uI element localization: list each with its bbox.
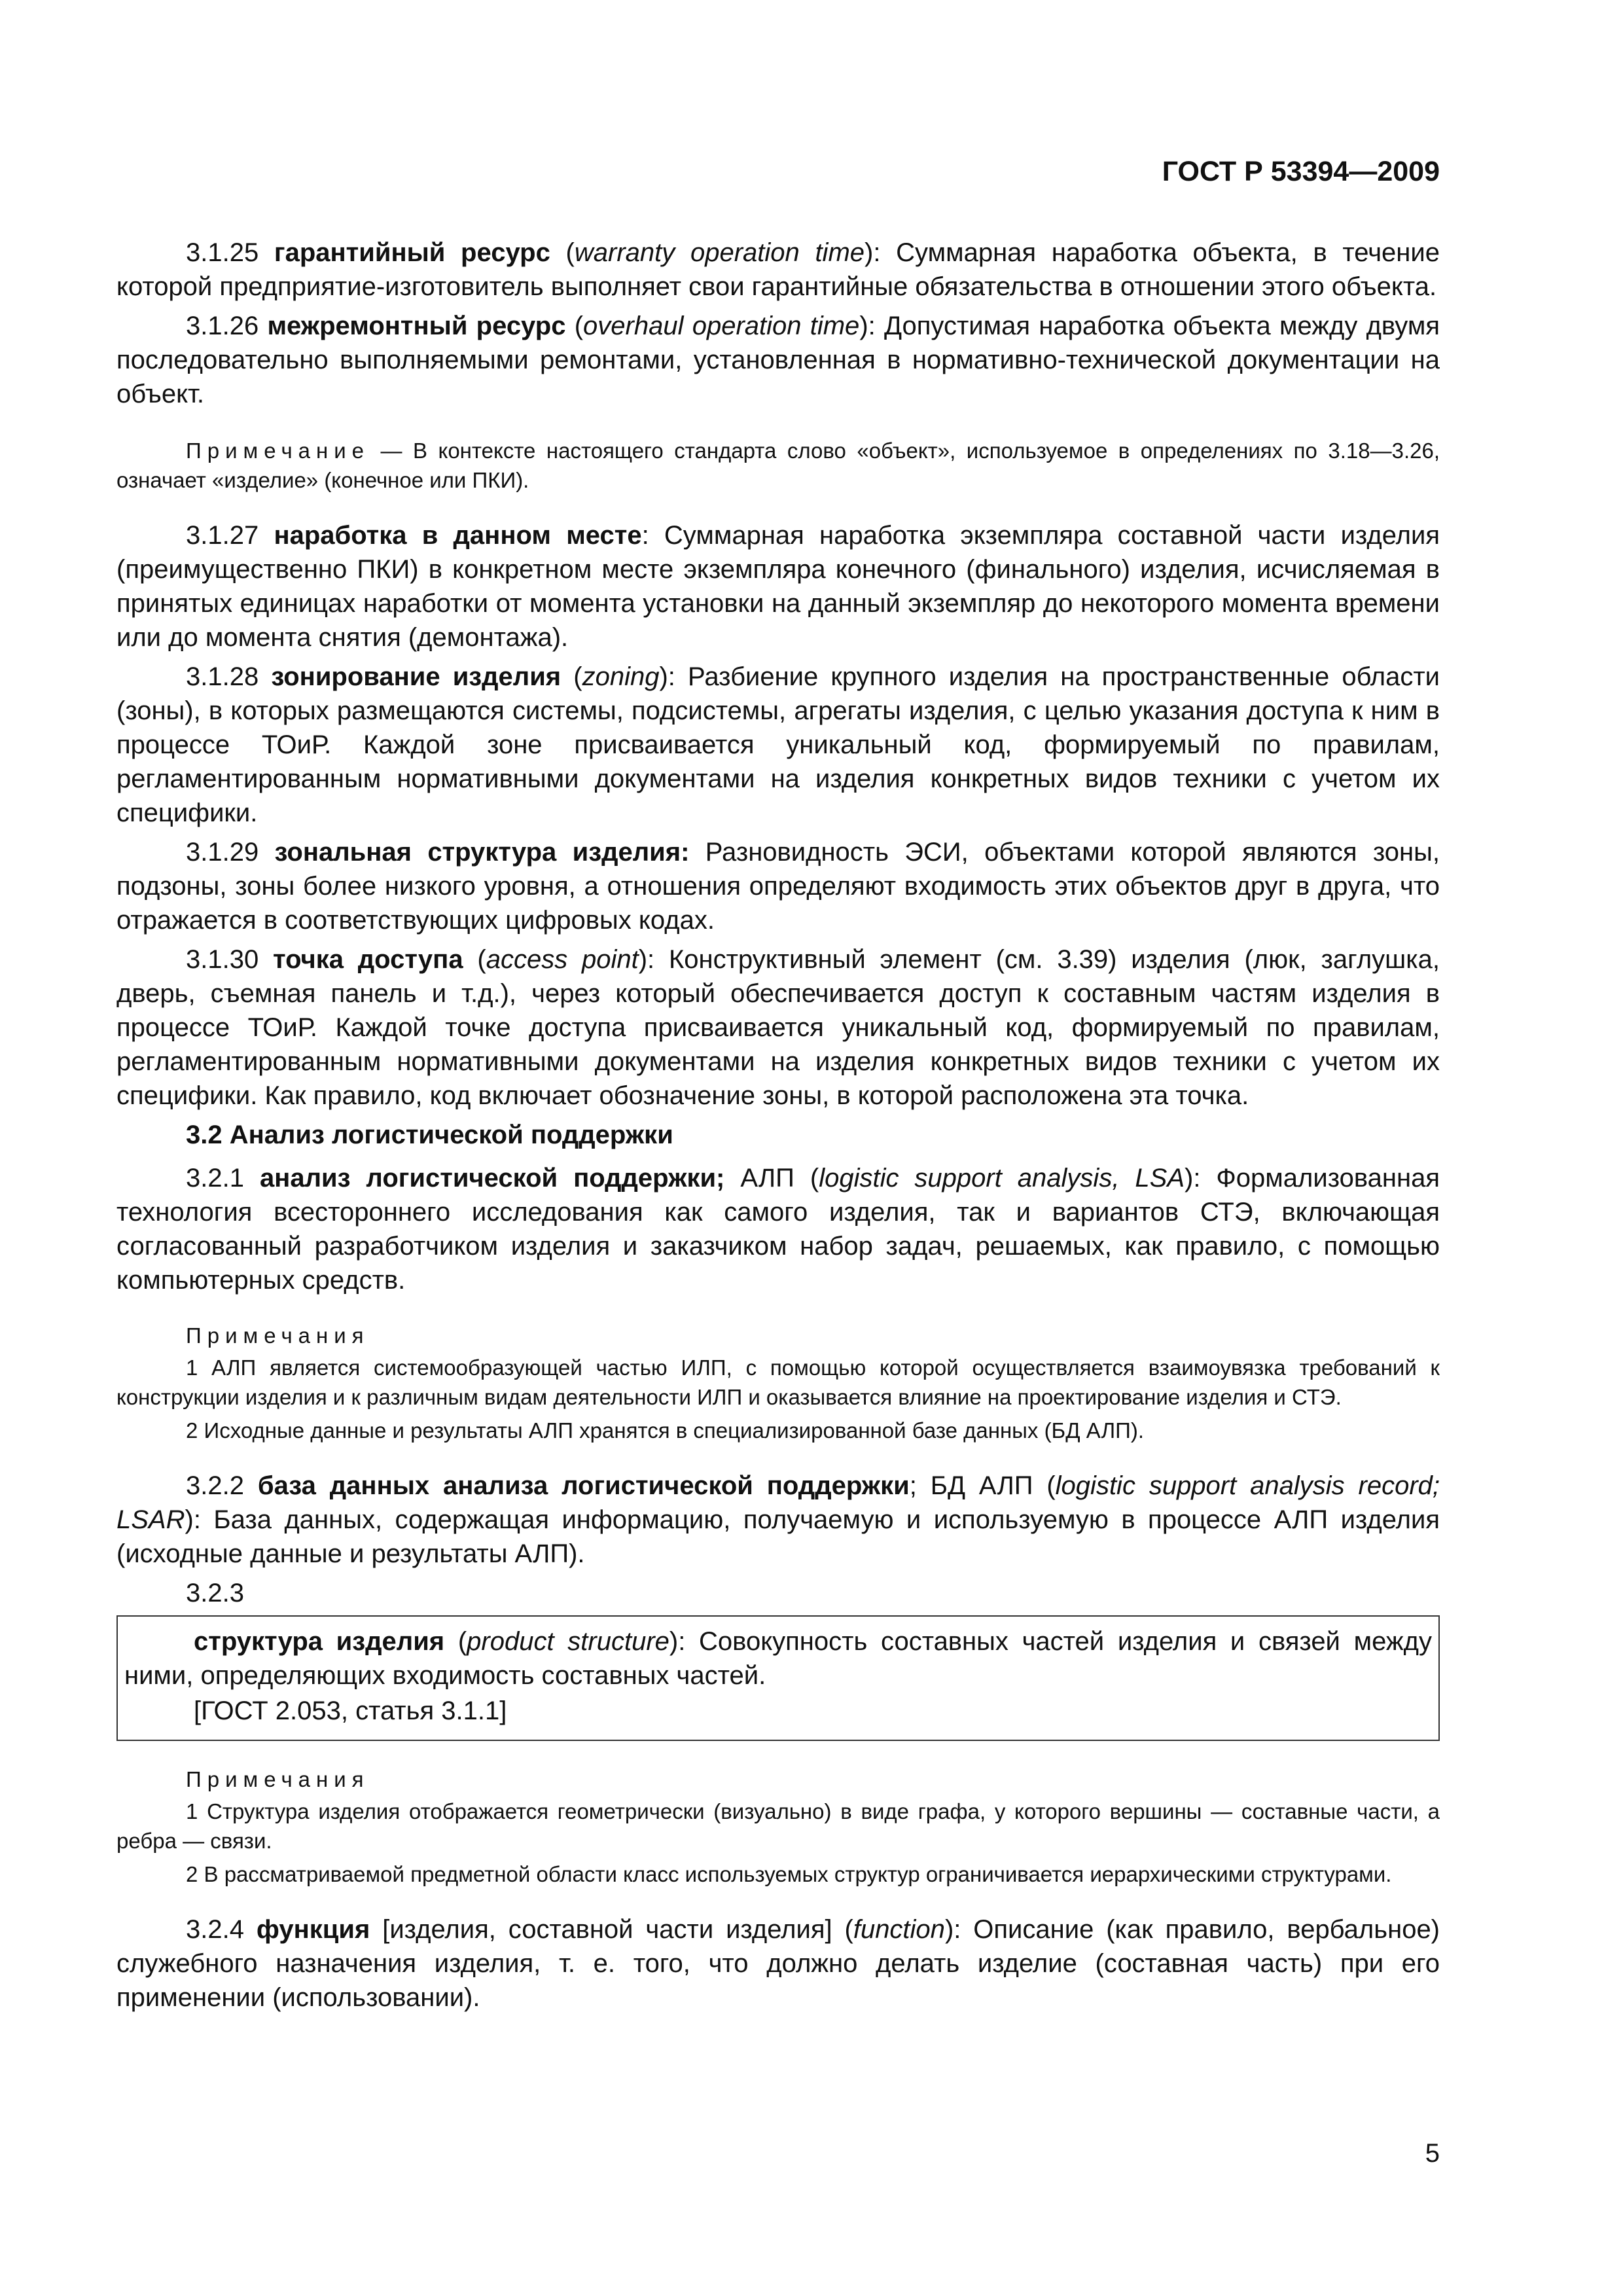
definition-3-1-29 <box>116 835 1440 937</box>
clause-number: 3.2.3 <box>186 1579 244 1607</box>
term: точка доступа <box>273 945 463 974</box>
definition-text: : Суммарная наработка экземпляра составной части изделия (преимущественно ПКИ) в конкретном месте экземпляра конечного (финального) изделия, исчисляемая в принятых единицах наработки от момента установки на данный экземпляр до некоторого момента времени или до момента снятия (демонтажа). <box>116 521 1440 652</box>
definition-3-1-30: 3.1.30 точка доступа (access point): Конструктивный элемент (см. 3.39) изделия (люк, заглушка, дверь, съемная панель и т.д.), через который обеспечивается доступ к составным частям изделия в процессе ТОиР. Каждой точке доступа присваивается уникальный код, формируемый по правилам, регламентированным нормативными документами на изделия конкретных видов техники с учетом их специфики. Как правило, код включает обозначение зоны, в которой расположена эта точка. <box>116 945 1440 1110</box>
definition-text: Допустимая наработка объекта между двумя последовательно выполняемыми ремонтами, установленная в нормативно-технической документации на объект. <box>116 312 1440 408</box>
term-english: logistic support analysis, LSA <box>819 1164 1185 1193</box>
note-item: 2 Исходные данные и результаты АЛП хранятся в специализированной базе данных (БД АЛП). <box>186 1418 1145 1443</box>
clause-number: 3.1.30 <box>186 945 259 974</box>
clause-number: 3.2.4 <box>186 1915 244 1944</box>
definition-3-1-28: 3.1.28 зонирование изделия (zoning): Разбиение крупного изделия на пространственные области (зоны), в которых размещаются системы, подсистемы, агрегаты изделия, с целью указания доступа к ним в процессе ТОиР. Каждой зоне присваивается уникальный код, формируемый по правилам, регламентированным нормативными документами на изделия конкретных видов техники с учетом их специфики. <box>116 662 1440 827</box>
clause-number: 3.1.27 <box>186 521 259 550</box>
term: функция <box>256 1915 370 1944</box>
clause-number: 3.2.1 <box>186 1164 244 1193</box>
clause-number: 3.2.2 <box>186 1471 244 1500</box>
quoted-definition-box <box>116 1615 1440 1741</box>
definition-text: Совокупность составных частей изделия и связей между ними, определяющих входимость составных частей. <box>124 1627 1432 1690</box>
note-item: 2 В рассматриваемой предметной области класс используемых структур ограничивается иерархическими структурами. <box>186 1862 1392 1886</box>
definition-text: Разновидность ЭСИ, объектами которой являются зоны, подзоны, зоны более низкого уровня, а отношения определяют входимость этих объектов друг в друга, что отражается в соответствующих цифровых кодах. <box>116 838 1440 935</box>
definition-3-2-3: структура изделия (product structure): Совокупность составных частей изделия и связей между ними, определяющих входимость составных частей. <box>124 1627 1432 1690</box>
definition-3-2-1: 3.2.1 анализ логистической поддержки; АЛП (logistic support analysis, LSA): Формализованная технология всестороннего исследования как самого изделия, так и вариантов СТЭ, включающая согласованный разработчиком изделия и заказчиком набор задач, решаемых, как правило, с помощью компьютерных средств. <box>116 1164 1440 1295</box>
note-title: Примечание <box>186 439 370 463</box>
term-english: logistic support analysis record; LSAR <box>116 1471 1440 1534</box>
clause-number: 3.1.28 <box>186 662 259 691</box>
definition-text: Суммарная наработка объекта, в течение которой предприятие-изготовитель выполняет свои гарантийные обязательства в отношении этого объекта. <box>116 238 1440 301</box>
clause-number: 3.1.25 <box>186 238 259 267</box>
document-body <box>116 236 1440 2020</box>
section-title: 3.2 Анализ логистической поддержки <box>186 1121 673 1149</box>
notes-title: Примечания <box>186 1323 370 1348</box>
note-objects <box>116 436 1440 495</box>
term: структура изделия <box>194 1627 445 1656</box>
term-english: product structure <box>467 1627 669 1656</box>
definition-text: Формализованная технология всестороннего исследования как самого изделия, так и вариантов СТЭ, включающая согласованный разработчиком изделия и заказчиком набор задач, решаемых, как правило, с помощью компьютерных средств. <box>116 1164 1440 1295</box>
definition-3-1-26: 3.1.26 межремонтный ресурс (overhaul operation time): Допустимая наработка объекта между двумя последовательно выполняемыми ремонтами, установленная в нормативно-технической документации на объект. <box>116 312 1440 408</box>
definition-3-1-27 <box>116 518 1440 655</box>
term: анализ логистической поддержки; <box>259 1164 725 1193</box>
document-header: ГОСТ Р 53394—2009 <box>1162 156 1440 187</box>
definition-text: Описание (как правило, вербальное) служебного назначения изделия, т. е. того, что должно делать изделие (составная часть) при его применении (использовании). <box>116 1915 1440 2012</box>
note-text: — В контексте настоящего стандарта слово «объект», используемое в определениях по 3.18—3.26, означает «изделие» (конечное или ПКИ). <box>116 439 1440 492</box>
definition-text: База данных, содержащая информацию, получаемую и используемую в процессе АЛП изделия (исходные данные и результаты АЛП). <box>116 1505 1440 1568</box>
clause-number: 3.1.26 <box>186 312 259 340</box>
term: гарантийный ресурс <box>274 238 550 267</box>
note-item: 1 Структура изделия отображается геометрически (визуально) в виде графа, у которого вершины — составные части, а ребра — связи. <box>116 1799 1440 1853</box>
term-english: overhaul operation time <box>583 312 860 340</box>
term: наработка в данном месте <box>274 521 642 550</box>
definition-3-2-2: 3.2.2 база данных анализа логистической поддержки; БД АЛП (logistic support analysis record; LSAR): База данных, содержащая информацию, получаемую и используемую в процессе АЛП изделия (исходные данные и результаты АЛП). <box>116 1471 1440 1568</box>
page-number: 5 <box>1425 2139 1440 2168</box>
term: межремонтный ресурс <box>267 312 566 340</box>
source-reference: [ГОСТ 2.053, статья 3.1.1] <box>194 1696 507 1725</box>
clause-number: 3.1.29 <box>186 838 259 867</box>
notes-title: Примечания <box>186 1767 370 1791</box>
document-page <box>116 0 1440 2296</box>
term: база данных анализа логистической поддержки <box>257 1471 910 1500</box>
definition-3-2-4: 3.2.4 функция [изделия, составной части изделия] (function): Описание (как правило, вербальное) служебного назначения изделия, т. е. того, что должно делать изделие (составная часть) при его применении (использовании). <box>116 1915 1440 2012</box>
definition-text: Конструктивный элемент (см. 3.39) изделия (люк, заглушка, дверь, съемная панель и т.д.), через который обеспечивается доступ к составным частям изделия в процессе ТОиР. Каждой точке доступа присваивается уникальный код, формируемый по правилам, регламентированным нормативными документами на изделия конкретных видов техники с учетом их специфики. Как правило, код включает обозначение зоны, в которой расположена эта точка. <box>116 945 1440 1110</box>
definition-text: Разбиение крупного изделия на пространственные области (зоны), в которых размещаются системы, подсистемы, агрегаты изделия, с целью указания доступа к ним в процессе ТОиР. Каждой зоне присваивается уникальный код, формируемый по правилам, регламентированным нормативными документами на изделия конкретных видов техники с учетом их специфики. <box>116 662 1440 827</box>
term-english: zoning <box>582 662 660 691</box>
term: зонирование изделия <box>271 662 562 691</box>
term-english: access point <box>486 945 639 974</box>
term: зональная структура изделия: <box>274 838 690 867</box>
term-english: function <box>853 1915 945 1944</box>
note-item: 1 АЛП является системообразующей частью ИЛП, с помощью которой осуществляется взаимоувязка требований к конструкции изделия и к различным видам деятельности ИЛП и оказывается влияние на проектирование изделия и СТЭ. <box>116 1355 1440 1409</box>
definition-3-1-25: 3.1.25 гарантийный ресурс (warranty operation time): Суммарная наработка объекта, в течение которой предприятие-изготовитель выполняет свои гарантийные обязательства в отношении этого объекта. <box>116 238 1440 301</box>
term-english: warranty operation time <box>574 238 865 267</box>
